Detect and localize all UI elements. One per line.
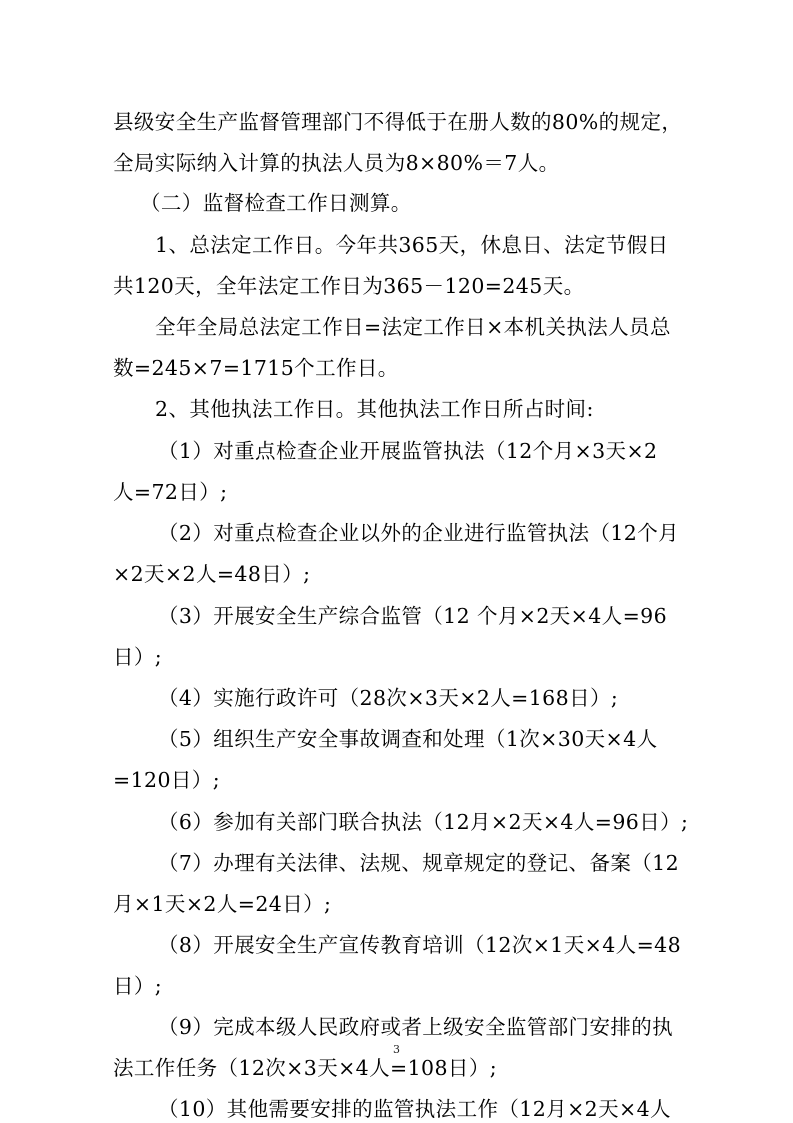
list-item-1-line-2: 人=72日）; [113, 480, 228, 504]
list-item-8-line-2: 日）; [113, 974, 163, 998]
list-item-10-line-1: （10）其他需要安排的监管执法工作（12月×2天×4人 [158, 1097, 671, 1121]
text-line-8: 2、其他执法工作日。其他执法工作日所占时间: [155, 397, 594, 421]
list-item-9-line-1: （9）完成本级人民政府或者上级安全监管部门安排的执 [158, 1015, 674, 1039]
list-item-5-line-2: =120日）; [113, 768, 221, 792]
text-line-5: 共120天，全年法定工作日为365－120=245天。 [113, 274, 585, 298]
list-item-3-line-1: （3）开展安全生产综合监管（12 个月×2天×4人=96 [158, 604, 668, 628]
list-item-7-line-2: 月×1天×2人=24日）; [113, 892, 332, 916]
list-item-8-line-1: （8）开展安全生产宣传教育培训（12次×1天×4人=48 [158, 933, 682, 957]
page-number: 3 [393, 1043, 400, 1056]
list-item-2-line-1: （2）对重点检查企业以外的企业进行监管执法（12个月 [158, 521, 680, 545]
list-item-6: （6）参加有关部门联合执法（12月×2天×4人=96日）; [158, 810, 689, 834]
section-heading: （二）监督检查工作日测算。 [140, 191, 412, 215]
text-line-2: 全局实际纳入计算的执法人员为8×80%＝7人。 [113, 151, 560, 175]
text-line-1: 县级安全生产监督管理部门不得低于在册人数的80%的规定， [113, 110, 683, 134]
list-item-7-line-1: （7）办理有关法律、法规、规章规定的登记、备案（12 [158, 851, 680, 875]
text-line-4: 1、总法定工作日。今年共365天，休息日、法定节假日 [155, 233, 669, 257]
text-line-6: 全年全局总法定工作日=法定工作日×本机关执法人员总 [155, 315, 671, 339]
text-line-7: 数=245×7=1715个工作日。 [113, 356, 399, 380]
list-item-3-line-2: 日）; [113, 645, 163, 669]
list-item-9-line-2: 法工作任务（12次×3天×4人=108日）; [113, 1056, 498, 1080]
list-item-1-line-1: （1）对重点检查企业开展监管执法（12个月×3天×2 [158, 439, 658, 463]
list-item-5-line-1: （5）组织生产安全事故调查和处理（1次×30天×4人 [158, 727, 658, 751]
list-item-2-line-2: ×2天×2人=48日）; [113, 562, 311, 586]
list-item-4: （4）实施行政许可（28次×3天×2人=168日）; [158, 686, 619, 710]
